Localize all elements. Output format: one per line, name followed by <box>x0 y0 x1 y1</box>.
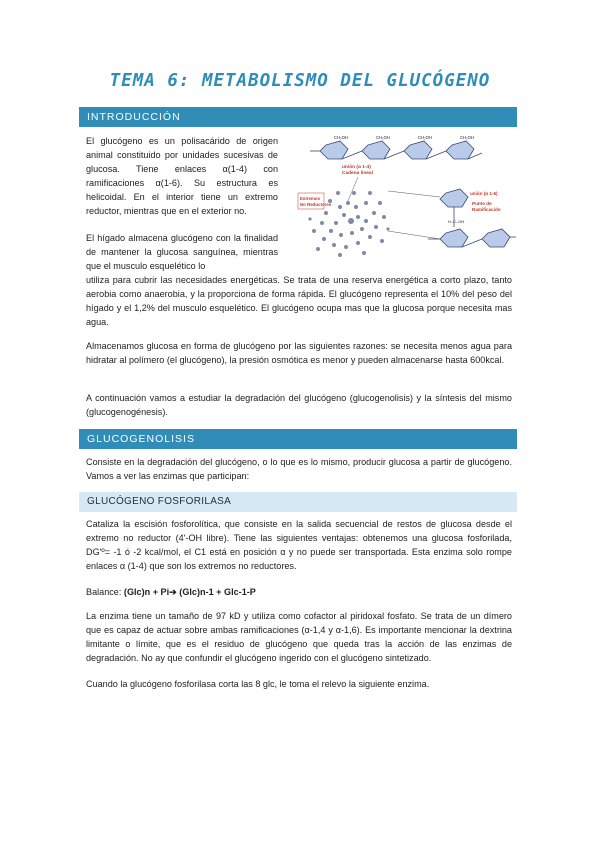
paragraph-intro-2b: utiliza para cubrir las necesidades energéticas. Se trata de una reserva energética a corto plazo, tanto aerobia como anaerobia, y la proporciona de forma rápida. El glucógeno representa el 10% del peso del hígado y el 1,2% del musculo esquelético. El glucógeno ocupa mas que la glucosa porque necesita mas agua. <box>86 275 512 327</box>
balance-equation <box>86 585 512 599</box>
paragraph-intro-1: El glucógeno es un polisacárido de origen animal constituido por unidades sucesivas de glucosa. Tiene enlaces α(1-4) con ramificaciones α(1-6). Su estructura es helicoidal. En el interior tiene un extremo reductor, mientras que en el exterior no. <box>86 136 278 216</box>
svg-text:H–C–OH: H–C–OH <box>448 219 465 224</box>
paragraph-intro-3: Almacenamos glucosa en forma de glucógeno por las siguientes razones: se necesita menos agua para hidratar al polímero (el glucógeno), la presión osmótica es menor y pueden almacenarse hasta 600kcal. <box>86 341 512 365</box>
branch-point-rings <box>440 189 510 247</box>
label-union-14: unión (α 1-4) <box>342 165 371 170</box>
label-cadena-lineal: Cadena lineal <box>342 171 373 176</box>
svg-text:CH₂OH: CH₂OH <box>376 135 390 140</box>
paragraph-intro-4: A continuación vamos a estudiar la degradación del glucógeno (glucogenolisis) y la síntesis del mismo (glucogenogénesis). <box>86 393 512 417</box>
paragraph-intro-2a: El hígado almacena glucógeno con la finalidad de mantener la glucosa sanguínea, mientras que el musculo esquelético lo <box>86 233 278 271</box>
paragraph-fosforilasa-1: Cataliza la escisión fosforolítica, que consiste en la salida secuencial de restos de glucosa desde el extremo no reductor (4'-OH libre). Tiene las siguientes ventajas: obtenemos una glucosa fosforilada, DG'º= -1 ó -2 kcal/mol, el C1 está en posición α y no puede ser transportada. Esta enzima solo rompe enlaces α (1-4) que son los extremos no reductores. <box>86 519 512 571</box>
linear-chain-rings <box>320 141 474 159</box>
page-title: TEMA 6: METABOLISMO DEL GLUCÓGENO <box>109 71 491 91</box>
paragraph-fosforilasa-2: La enzima tiene un tamaño de 97 kD y utiliza como cofactor al piridoxal fosfato. Se trata de un dímero que es capaz de actuar sobre ambas ramificaciones (α-1,4 y α-1,6). Es importante mencionar la dextrina limitante o límite, que es el residuo de glucógeno que queda tras la acción de las enzimas de degradación. No ay que confundir el glucógeno ingerido con el glucógeno sintetizado. <box>86 611 512 663</box>
svg-text:No Reductores: No Reductores <box>300 202 332 207</box>
svg-text:CH₂OH: CH₂OH <box>460 135 474 140</box>
section-header-glucogenolisis: GLUCOGENOLISIS <box>79 429 517 449</box>
svg-text:Ramificación: Ramificación <box>472 207 501 212</box>
paragraph-glucogenolisis-1: Consiste en la degradación del glucógeno, o lo que es lo mismo, producir glucosa a partir de glucógeno. Vamos a ver las enzimas que participan: <box>86 457 512 481</box>
svg-text:CH₂OH: CH₂OH <box>418 135 432 140</box>
glycogen-structure-figure <box>296 131 518 261</box>
paragraph-fosforilasa-3: Cuando la glucógeno fosforilasa corta las 8 glc, le toma el relevo la siguiente enzima. <box>86 679 430 689</box>
section-header-introduccion: INTRODUCCIÓN <box>79 107 517 127</box>
label-punto-ramificacion: Punto de <box>472 201 492 206</box>
label-extremos-no-reductores: Extremos <box>300 196 321 201</box>
balance-equation-text: (Glc)n + Pi➔ (Glc)n-1 + Glc-1-P <box>123 587 256 597</box>
ch2oh-label: CH₂OH <box>334 135 348 140</box>
balance-label: Balance: <box>86 587 124 597</box>
subsection-header-fosforilasa: GLUCÓGENO FOSFORILASA <box>79 492 517 512</box>
label-union-16: unión (α 1-6) <box>470 191 498 196</box>
